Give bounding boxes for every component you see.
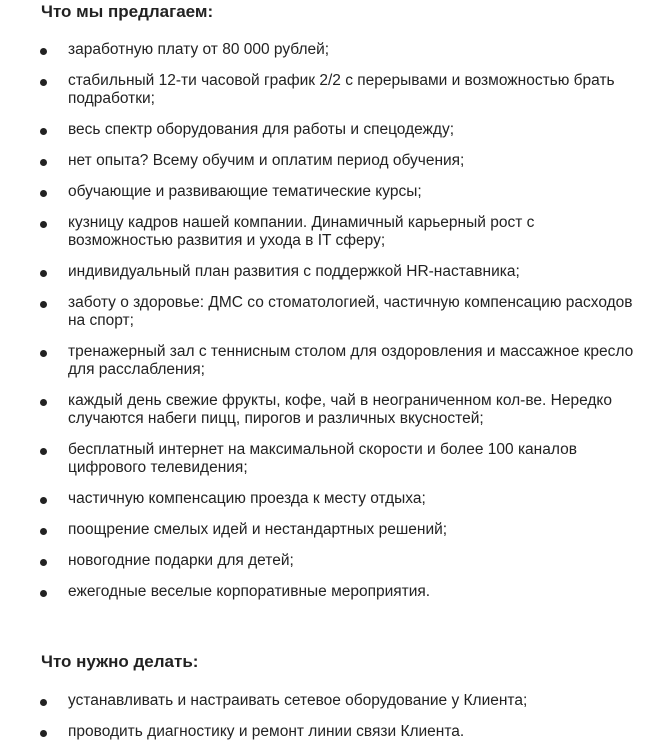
list-item-text: заработную плату от 80 000 рублей; [68, 41, 330, 58]
list-item-text: проводить диагностику и ремонт линии связи Клиента. [68, 723, 465, 740]
bullet-icon [40, 270, 47, 277]
bullet-icon [40, 159, 47, 166]
list-item-text: стабильный 12-ти часовой график 2/2 с перерывами и возможностью брать подработки; [68, 72, 615, 107]
list-item-text: заботу о здоровье: ДМС со стоматологией, частичную компенсацию расходов на спорт; [68, 294, 633, 329]
list-item-text: нет опыта? Всему обучим и оплатим период обучения; [68, 152, 465, 169]
bullet-icon [40, 699, 47, 706]
bullet-icon [40, 190, 47, 197]
list-item-text: поощрение смелых идей и нестандартных решений; [68, 521, 448, 538]
bullet-icon [40, 590, 47, 597]
list-item-text: каждый день свежие фрукты, кофе, чай в неограниченном кол-ве. Нередко случаются набеги пицц, пирогов и различных вкусностей; [68, 392, 612, 427]
offer-title: Что мы предлагаем: [41, 2, 214, 21]
list-item-text: новогодние подарки для детей; [68, 552, 294, 569]
list-item-text: бесплатный интернет на максимальной скорости и более 100 каналов цифрового телевидения; [68, 441, 577, 476]
bullet-icon [40, 350, 47, 357]
bullet-icon [40, 448, 47, 455]
bullet-icon [40, 48, 47, 55]
list-item-text: обучающие и развивающие тематические курсы; [68, 183, 422, 200]
list-item-text: тренажерный зал с теннисным столом для оздоровления и массажное кресло для расслабления; [68, 343, 634, 378]
bullet-icon [40, 79, 47, 86]
list-item-text: кузницу кадров нашей компании. Динамичный карьерный рост с возможностью развития и ухода в IT сферу; [68, 214, 535, 249]
bullet-icon [40, 301, 47, 308]
list-item-text: индивидуальный план развития с поддержкой HR-наставника; [68, 263, 520, 280]
bullet-icon [40, 128, 47, 135]
list-item-text: частичную компенсацию проезда к месту отдыха; [68, 490, 426, 507]
list-item-text: ежегодные веселые корпоративные мероприятия. [68, 583, 431, 600]
list-item-text: устанавливать и настраивать сетевое оборудование у Клиента; [68, 692, 528, 709]
bullet-icon [40, 730, 47, 737]
bullet-icon [40, 399, 47, 406]
bullet-icon [40, 559, 47, 566]
bullet-icon [40, 221, 47, 228]
bullet-icon [40, 497, 47, 504]
list-item-text: весь спектр оборудования для работы и спецодежду; [68, 121, 455, 138]
bullet-icon [40, 528, 47, 535]
duties-title: Что нужно делать: [41, 652, 199, 671]
